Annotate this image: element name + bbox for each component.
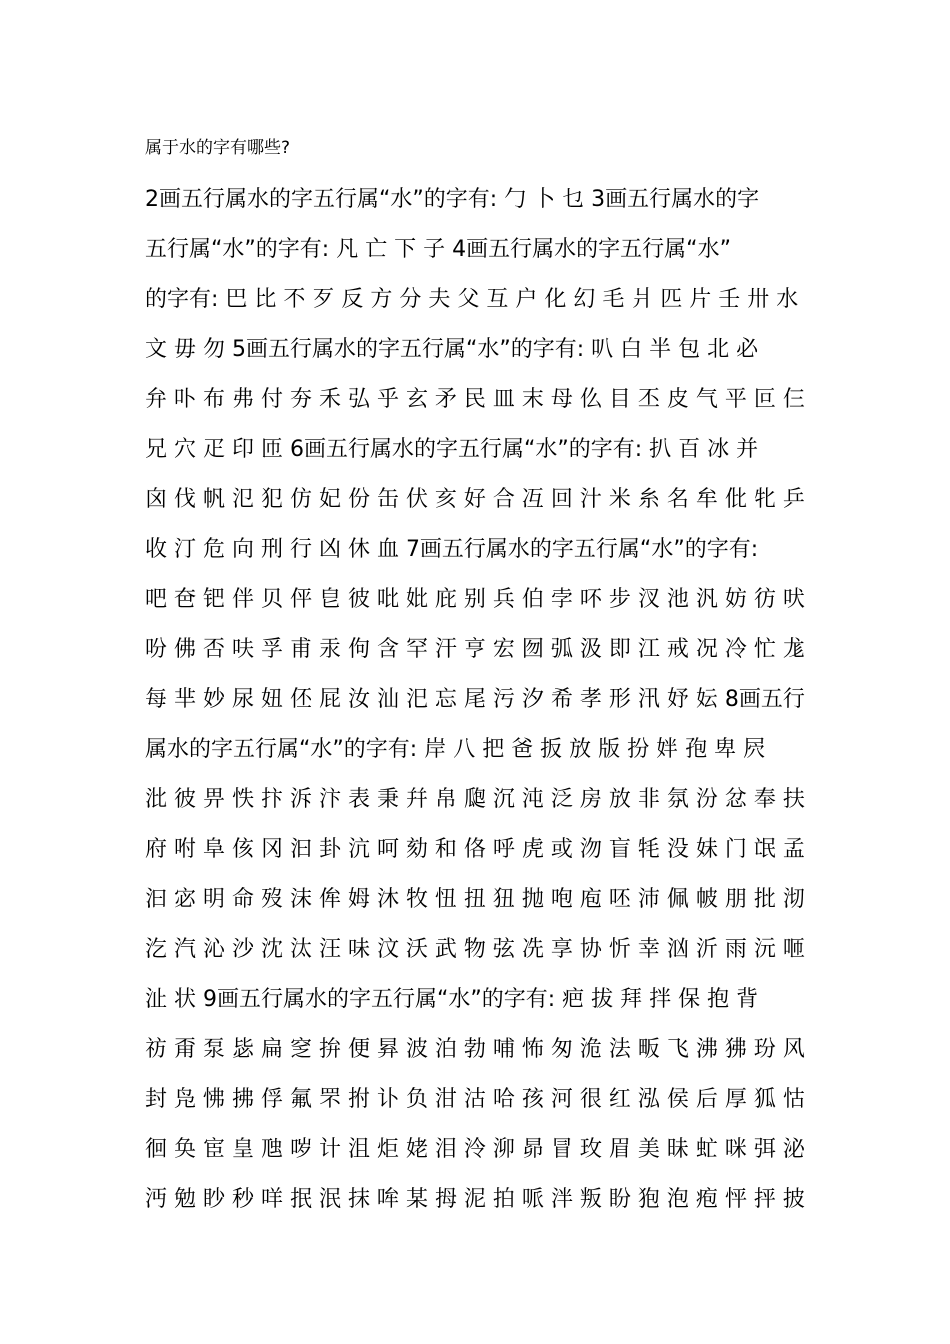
body-line: 沚 状 9画五行属水的字五行属“水”的字有: 疤 拔 拜 拌 保 抱 背: [145, 987, 759, 1012]
body-line: 文 毋 勿 5画五行属水的字五行属“水”的字有: 叭 白 半 包 北 必: [145, 337, 759, 362]
body-line: 吩 佛 否 呋 孚 甫 汞 佝 含 罕 汗 亨 宏 囫 弧 汲 即 江 戒 况 冷 忙 尨: [145, 637, 805, 662]
body-line: 沔 勉 眇 秒 咩 抿 泯 抹 哞 某 拇 泥 拍 哌 泮 叛 盼 狍 泡 疱 怦 抨 披: [145, 1187, 805, 1212]
body-line: 的字有: 巴 比 不 歹 反 方 分 夫 父 互 户 化 幻 毛 爿 匹 片 壬 卅 水: [145, 287, 799, 312]
body-line: 每 芈 妙 尿 妞 伾 屁 汝 汕 汜 忘 尾 污 汐 希 孝 形 汛 妤 妘 8画五行: [145, 687, 805, 712]
body-line: 囟 伐 帆 氾 犯 仿 妃 份 缶 伏 亥 好 合 冱 回 汁 米 糸 名 牟 仳 牝 乒: [145, 487, 805, 512]
body-line: 弁 卟 布 弗 付 夯 禾 弘 乎 玄 矛 民 皿 末 母 仫 目 丕 皮 气 平 叵 仨: [145, 387, 805, 412]
body-line: 汩 宓 明 命 歿 沫 侔 姆 沐 牧 忸 扭 狃 抛 咆 庖 呸 沛 佩 帔 朋 批 沏: [145, 887, 805, 912]
body-line: 五行属“水”的字有: 凡 亡 下 子 4画五行属水的字五行属“水”: [145, 237, 731, 262]
body-line: 属水的字五行属“水”的字有: 岸 八 把 爸 扳 放 版 扮 姅 孢 卑 屄: [145, 737, 766, 762]
document-body: [145, 180, 815, 1230]
body-line: 2画五行属水的字五行属“水”的字有: 勹 卜 乜 3画五行属水的字: [145, 187, 760, 212]
body-line: 汔 汽 沁 沙 沈 汰 汪 味 汶 沃 武 物 弦 冼 享 协 忻 幸 汹 沂 雨 沅 咂: [145, 937, 805, 962]
body-line: 收 汀 危 向 刑 行 凶 休 血 7画五行属水的字五行属“水”的字有:: [145, 537, 759, 562]
body-line: 祊 甭 泵 毖 扁 窆 拚 便 昪 波 泊 勃 哺 怖 匆 洈 法 畈 飞 沸 狒 玢 风: [145, 1037, 805, 1062]
document-title: 属于水的字有哪些?: [145, 138, 291, 158]
body-line: 徊 奂 宦 皇 虺 哕 计 沮 炬 姥 泪 泠 泖 昴 冒 玫 眉 美 昧 虻 咪 弭 泌: [145, 1137, 805, 1162]
body-line: 封 凫 怫 拂 俘 氟 罘 拊 讣 负 泔 沽 哈 孩 河 很 红 泓 侯 后 厚 狐 怙: [145, 1087, 805, 1112]
body-line: 吧 夿 钯 伴 贝 伻 皀 彼 吡 妣 庇 别 兵 伯 孛 吥 步 汊 池 汎 妨 彷 吠: [145, 587, 805, 612]
body-line: 沘 彼 畀 怢 抃 泝 汴 表 秉 幷 帛 瓟 沉 沌 泛 房 放 非 氛 汾 忿 奉 扶: [145, 787, 805, 812]
body-line: 兄 穴 疋 印 匝 6画五行属水的字五行属“水”的字有: 扒 百 冰 并: [145, 437, 759, 462]
body-line: 府 咐 阜 侅 冈 汩 卦 沆 呵 劾 和 佫 呼 虎 或 沕 盲 牦 没 妹 门 氓 孟: [145, 837, 805, 862]
